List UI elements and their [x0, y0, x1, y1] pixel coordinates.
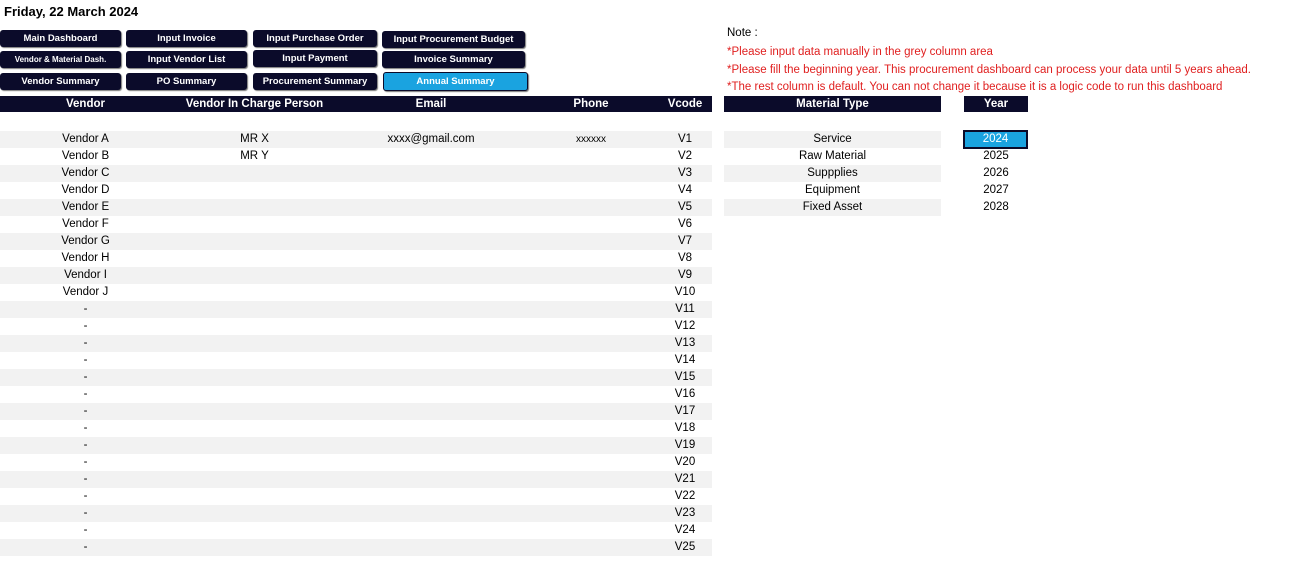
year-header: Year [983, 98, 1009, 110]
vendor-person-cell[interactable] [171, 216, 338, 233]
vendor-name-cell[interactable]: - [83, 422, 88, 434]
vendor-email-cell[interactable] [338, 216, 524, 233]
input-purchase-order-button[interactable]: Input Purchase Order [253, 30, 377, 47]
vendor-name-cell[interactable]: - [83, 524, 88, 536]
vendor-vcode-cell: V17 [674, 405, 696, 417]
vendor-phone-cell[interactable] [524, 335, 658, 352]
vendor-vcode-cell: V14 [674, 354, 696, 366]
vendor-vcode-cell: V16 [674, 388, 696, 400]
vendor-phone-cell[interactable]: xxxxxx [576, 134, 606, 145]
vendor-person-cell[interactable] [171, 352, 338, 369]
vendor-email-cell[interactable] [338, 267, 524, 284]
vendor-email-cell[interactable] [338, 318, 524, 335]
year-cell: 2026 [983, 167, 1009, 179]
vendor-phone-cell[interactable] [524, 403, 658, 420]
vendor-vcode-cell: V13 [674, 337, 696, 349]
vendor-vcode-cell: V7 [677, 235, 693, 247]
vendor-vcode-cell: V22 [674, 490, 696, 502]
year-cell: 2025 [983, 150, 1009, 162]
vendor-email-cell[interactable] [338, 301, 524, 318]
vendor-person-cell[interactable] [171, 335, 338, 352]
vendor-email-cell[interactable] [338, 182, 524, 199]
vendor-vcode-cell: V8 [677, 252, 693, 264]
vendor-phone-cell[interactable] [524, 233, 658, 250]
vendor-person-cell[interactable] [171, 233, 338, 250]
vendor-name-cell[interactable]: - [83, 303, 88, 315]
vendor-vcode-cell: V21 [674, 473, 696, 485]
vendor-email-cell[interactable] [338, 539, 524, 556]
vendor-email-cell[interactable] [338, 454, 524, 471]
vendor-name-cell[interactable]: Vendor F [62, 218, 109, 230]
vendor-phone-cell[interactable] [524, 284, 658, 301]
input-procurement-budget-button[interactable]: Input Procurement Budget [382, 31, 525, 48]
vendor-email-cell[interactable] [338, 471, 524, 488]
vendor-phone-cell[interactable] [524, 471, 658, 488]
vendor-name-cell[interactable]: - [83, 490, 88, 502]
vendor-name-cell[interactable]: Vendor H [61, 252, 110, 264]
vendor-person-cell[interactable] [171, 301, 338, 318]
vendor-person-cell[interactable] [171, 369, 338, 386]
vendor-vcode-cell: V19 [674, 439, 696, 451]
beginning-year-input[interactable]: 2024 [963, 130, 1028, 149]
material-type-header: Material Type [796, 98, 869, 110]
vendor-person-cell[interactable] [171, 471, 338, 488]
vendor-vcode-cell: V3 [677, 167, 693, 179]
vendor-email-cell[interactable] [338, 522, 524, 539]
vendor-email-cell[interactable] [338, 233, 524, 250]
vendor-vcode-cell: V4 [677, 184, 693, 196]
material-type-cell[interactable]: Raw Material [798, 150, 867, 162]
vendor-name-cell[interactable]: - [83, 439, 88, 451]
vendor-vcode-cell: V12 [674, 320, 696, 332]
vendor-phone-cell[interactable] [524, 420, 658, 437]
vendor-name-cell[interactable]: Vendor J [62, 286, 109, 298]
vendor-name-cell[interactable]: - [83, 473, 88, 485]
vendor-phone-cell[interactable] [524, 148, 658, 165]
vendor-email-cell[interactable] [338, 403, 524, 420]
note-line-3: *The rest column is default. You can not change it because it is a logic code to run this dashboard [727, 81, 1223, 93]
vendor-phone-cell[interactable] [524, 454, 658, 471]
vendor-name-cell[interactable]: - [83, 541, 88, 553]
vendor-name-cell[interactable]: Vendor I [64, 269, 107, 281]
vendor-phone-cell[interactable] [524, 182, 658, 199]
input-payment-button[interactable]: Input Payment [253, 50, 377, 67]
vendor-email-cell[interactable] [338, 250, 524, 267]
vendor-vcode-cell: V24 [674, 524, 696, 536]
vendor-email-cell[interactable] [338, 386, 524, 403]
vendor-vcode-cell: V6 [677, 218, 693, 230]
vendor-email-cell[interactable] [338, 199, 524, 216]
vendor-email-cell[interactable] [338, 352, 524, 369]
vendor-person-cell[interactable] [171, 437, 338, 454]
vendor-phone-cell[interactable] [524, 216, 658, 233]
vendor-person-cell[interactable] [171, 318, 338, 335]
vendor-name-cell[interactable]: Vendor E [61, 201, 110, 213]
vendor-vcode-cell: V25 [674, 541, 696, 553]
material-type-cell[interactable]: Fixed Asset [802, 201, 863, 213]
vendor-name-cell[interactable]: Vendor A [62, 133, 109, 145]
vendor-person-cell[interactable] [171, 182, 338, 199]
vendor-person-cell[interactable] [171, 165, 338, 182]
vendor-phone-cell[interactable] [524, 522, 658, 539]
vendor-vcode-cell: V23 [674, 507, 696, 519]
vendor-person-cell[interactable] [171, 250, 338, 267]
vendor-name-cell[interactable]: Vendor G [61, 235, 110, 247]
vendor-vcode-cell: V5 [677, 201, 693, 213]
phone-column-header: Phone [573, 98, 609, 110]
vendor-vcode-cell: V11 [675, 303, 695, 315]
material-type-cell[interactable]: Service [813, 133, 852, 145]
vendor-name-cell[interactable]: - [83, 354, 88, 366]
vendor-name-cell[interactable]: - [83, 388, 88, 400]
vendor-column-header: Vendor [66, 98, 105, 110]
main-dashboard-button[interactable]: Main Dashboard [0, 30, 121, 47]
vendor-email-cell[interactable] [338, 420, 524, 437]
vendor-vcode-cell: V9 [677, 269, 693, 281]
note-label: Note : [727, 27, 758, 39]
vendor-person-cell[interactable] [171, 505, 338, 522]
vendor-person-cell[interactable] [171, 522, 338, 539]
vendor-person-cell[interactable] [171, 488, 338, 505]
vendor-name-cell[interactable]: Vendor D [61, 184, 110, 196]
vendor-name-cell[interactable]: - [83, 405, 88, 417]
procurement-summary-button[interactable]: Procurement Summary [253, 73, 377, 90]
vendor-email-cell[interactable] [338, 165, 524, 182]
vendor-summary-button[interactable]: Vendor Summary [0, 73, 121, 90]
vendor-phone-cell[interactable] [524, 386, 658, 403]
note-line-2: *Please fill the beginning year. This procurement dashboard can process your data until 5 years ahead. [727, 64, 1251, 76]
vendor-phone-cell[interactable] [524, 539, 658, 556]
email-column-header: Email [415, 98, 447, 110]
vendor-name-cell[interactable]: - [83, 456, 88, 468]
vendor-email-cell[interactable]: xxxx@gmail.com [387, 133, 475, 145]
vendor-name-cell[interactable]: - [83, 320, 88, 332]
vendor-person-cell[interactable] [171, 267, 338, 284]
vendor-phone-cell[interactable] [524, 250, 658, 267]
person-column-header: Vendor In Charge Person [185, 98, 324, 110]
vendor-vcode-cell: V15 [674, 371, 696, 383]
vendor-person-cell[interactable] [171, 199, 338, 216]
vendor-person-cell[interactable] [171, 284, 338, 301]
vendor-person-cell[interactable] [171, 454, 338, 471]
input-invoice-button[interactable]: Input Invoice [126, 30, 247, 47]
vendor-material-dash-button[interactable]: Vendor & Material Dash. [0, 51, 121, 68]
year-cell: 2028 [983, 201, 1009, 213]
material-type-cell[interactable]: Equipment [805, 184, 860, 196]
invoice-summary-button[interactable]: Invoice Summary [382, 51, 525, 68]
vendor-vcode-cell: V1 [677, 133, 693, 145]
vendor-person-cell[interactable] [171, 420, 338, 437]
vendor-vcode-cell: V10 [674, 286, 696, 298]
vendor-email-cell[interactable] [338, 148, 524, 165]
vendor-email-cell[interactable] [338, 437, 524, 454]
po-summary-button[interactable]: PO Summary [126, 73, 247, 90]
vendor-person-cell[interactable] [171, 386, 338, 403]
vendor-phone-cell[interactable] [524, 437, 658, 454]
current-date: Friday, 22 March 2024 [4, 4, 139, 19]
vendor-person-cell[interactable] [171, 539, 338, 556]
vendor-email-cell[interactable] [338, 488, 524, 505]
vendor-phone-cell[interactable] [524, 488, 658, 505]
vendor-phone-cell[interactable] [524, 318, 658, 335]
vendor-name-cell[interactable]: Vendor B [61, 150, 110, 162]
vendor-name-cell[interactable]: - [83, 371, 88, 383]
vendor-phone-cell[interactable] [524, 505, 658, 522]
vendor-person-cell[interactable]: MR Y [240, 150, 269, 162]
input-vendor-list-button[interactable]: Input Vendor List [126, 51, 247, 68]
vendor-name-cell[interactable]: Vendor C [61, 167, 110, 179]
vendor-phone-cell[interactable] [524, 301, 658, 318]
vendor-email-cell[interactable] [338, 335, 524, 352]
vendor-name-cell[interactable]: - [83, 337, 88, 349]
vendor-email-cell[interactable] [338, 369, 524, 386]
vendor-name-cell[interactable]: - [83, 507, 88, 519]
annual-summary-button[interactable]: Annual Summary [383, 72, 528, 91]
vendor-phone-cell[interactable] [524, 199, 658, 216]
vcode-column-header: Vcode [667, 98, 703, 110]
material-type-cell[interactable]: Suppplies [807, 167, 858, 179]
vendor-person-cell[interactable]: MR X [240, 133, 269, 145]
vendor-phone-cell[interactable] [524, 267, 658, 284]
vendor-phone-cell[interactable] [524, 165, 658, 182]
vendor-vcode-cell: V2 [677, 150, 693, 162]
year-cell: 2027 [983, 184, 1009, 196]
vendor-person-cell[interactable] [171, 403, 338, 420]
vendor-phone-cell[interactable] [524, 352, 658, 369]
vendor-email-cell[interactable] [338, 505, 524, 522]
vendor-email-cell[interactable] [338, 284, 524, 301]
vendor-vcode-cell: V18 [674, 422, 696, 434]
note-line-1: *Please input data manually in the grey column area [727, 46, 993, 58]
vendor-vcode-cell: V20 [674, 456, 696, 468]
vendor-phone-cell[interactable] [524, 369, 658, 386]
